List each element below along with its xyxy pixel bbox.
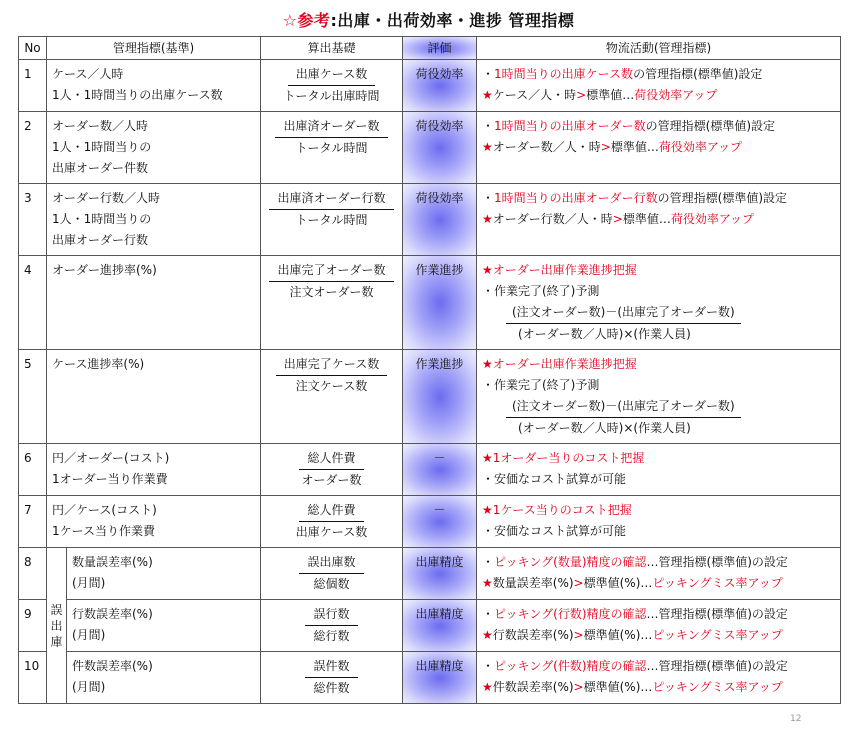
row-activity: ・1時間当りの出庫オーダー数の管理指標(標準値)設定 ★オーダー数／人・時>標準値…荷役効率アップ [477,112,841,184]
row-no: 1 [19,60,47,112]
row-eval: 作業進捗 [403,350,477,444]
header-metric: 管理指標(基準) [47,37,261,60]
row-activity: ★オーダー出庫作業進捗把握 ・作業完了(終了)予測 (注文オーダー数)－(出庫完了オーダー数) (オーダー数／人時)×(作業人員) [477,256,841,350]
row-metric: 行数誤差率(%) (月間) [67,600,261,652]
row-activity: ★1オーダー当りのコスト把握 ・安価なコスト試算が可能 [477,444,841,496]
row-basis: 出庫完了ケース数 注文ケース数 [261,350,403,444]
row-eval: 出庫精度 [403,548,477,600]
star-icon: ☆ [282,11,298,30]
table-row [19,256,841,350]
row-metric: オーダー行数／人時 1人・1時間当りの 出庫オーダー行数 [47,184,261,256]
row-basis: 誤出庫数 総個数 [261,548,403,600]
table-row [19,600,841,652]
row-metric: 円／ケース(コスト) 1ケース当り作業費 [47,496,261,548]
table-row [19,112,841,184]
row-no: 9 [19,600,47,652]
table-row [19,60,841,112]
header-eval: 評価 [403,37,477,60]
page-title [0,8,857,31]
row-metric: 円／オーダー(コスト) 1オーダー当り作業費 [47,444,261,496]
row-metric: オーダー数／人時 1人・1時間当りの 出庫オーダー件数 [47,112,261,184]
table-row [19,652,841,704]
row-metric: 数量誤差率(%) (月間) [67,548,261,600]
row-no: 2 [19,112,47,184]
table-row [19,444,841,496]
table-row [19,350,841,444]
header-basis: 算出基礎 [261,37,403,60]
header-activity: 物流活動(管理指標) [477,37,841,60]
row-activity: ★1ケース当りのコスト把握 ・安価なコスト試算が可能 [477,496,841,548]
row-activity: ・1時間当りの出庫オーダー行数の管理指標(標準値)設定 ★オーダー行数／人・時>標準値…荷役効率アップ [477,184,841,256]
row-no: 3 [19,184,47,256]
row-eval: 作業進捗 [403,256,477,350]
row-eval: 荷役効率 [403,60,477,112]
table-row [19,184,841,256]
row-metric: オーダー進捗率(%) [47,256,261,350]
row-activity: ・ピッキング(数量)精度の確認…管理指標(標準値)の設定 ★数量誤差率(%)>標準値(%)…ピッキングミス率アップ [477,548,841,600]
row-basis: 総人件費 出庫ケース数 [261,496,403,548]
header-no: No [19,37,47,60]
row-no: 6 [19,444,47,496]
page-number: 12 [790,714,802,724]
row-eval: － [403,496,477,548]
row-eval: 出庫精度 [403,600,477,652]
row-basis: 誤件数 総件数 [261,652,403,704]
row-no: 7 [19,496,47,548]
table-row [19,548,841,600]
row-basis: 出庫済オーダー数 トータル時間 [261,112,403,184]
row-metric: ケース／人時 1人・1時間当りの出庫ケース数 [47,60,261,112]
row-no: 8 [19,548,47,600]
row-eval: － [403,444,477,496]
title-text: :出庫・出荷効率・進捗 管理指標 [330,11,575,30]
row-basis: 総人件費 オーダー数 [261,444,403,496]
kpi-table [18,36,841,704]
row-basis: 出庫ケース数 トータル出庫時間 [261,60,403,112]
row-basis: 誤行数 総行数 [261,600,403,652]
header-row [19,37,841,60]
row-activity: ★オーダー出庫作業進捗把握 ・作業完了(終了)予測 (注文オーダー数)－(出庫完了オーダー数) (オーダー数／人時)×(作業人員) [477,350,841,444]
row-no: 4 [19,256,47,350]
row-metric: ケース進捗率(%) [47,350,261,444]
row-basis: 出庫完了オーダー数 注文オーダー数 [261,256,403,350]
row-metric: 件数誤差率(%) (月間) [67,652,261,704]
row-eval: 出庫精度 [403,652,477,704]
row-eval: 荷役効率 [403,184,477,256]
row-no: 5 [19,350,47,444]
row-activity: ・1時間当りの出庫ケース数の管理指標(標準値)設定 ★ケース／人・時>標準値…荷役効率アップ [477,60,841,112]
row-no: 10 [19,652,47,704]
table-row [19,496,841,548]
row-basis: 出庫済オーダー行数 トータル時間 [261,184,403,256]
row-activity: ・ピッキング(件数)精度の確認…管理指標(標準値)の設定 ★件数誤差率(%)>標準値(%)…ピッキングミス率アップ [477,652,841,704]
row-eval: 荷役効率 [403,112,477,184]
row-activity: ・ピッキング(行数)精度の確認…管理指標(標準値)の設定 ★行数誤差率(%)>標準値(%)…ピッキングミス率アップ [477,600,841,652]
group-label: 誤 出 庫 [47,548,67,704]
title-lead: 参考 [297,11,331,30]
